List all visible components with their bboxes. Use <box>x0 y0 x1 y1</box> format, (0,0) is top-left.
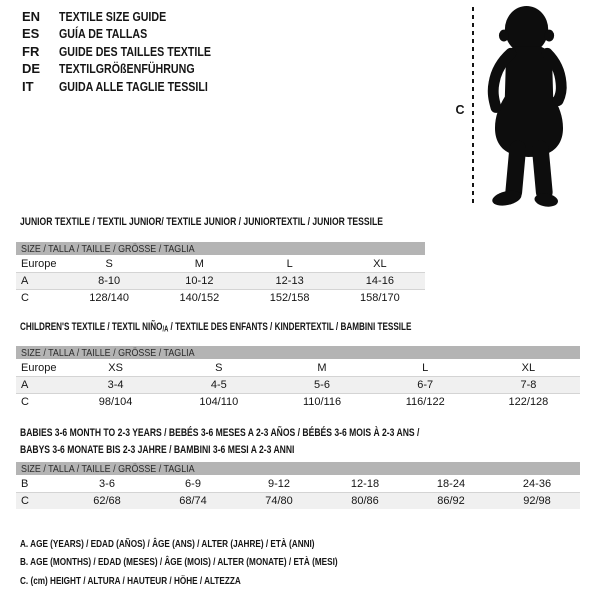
size-cell: M <box>194 257 204 270</box>
height-cell: 128/140 <box>89 292 129 304</box>
legend-line-c: C. (cm) HEIGHT / ALTURA / HAUTEUR / HÖHE / ALTEZZA <box>20 574 241 587</box>
lang-code: FR <box>22 43 40 59</box>
row-label: Europe <box>21 361 57 374</box>
age-cell: 7-8 <box>520 379 537 391</box>
age-cell: 14-16 <box>365 275 394 287</box>
age-cell: 12-13 <box>275 275 304 287</box>
age-cell: 4-5 <box>210 379 227 391</box>
section-title-children: CHILDREN'S TEXTILE / TEXTIL NIÑO/A / TEXTILE DES ENFANTS / KINDERTEXTIL / BAMBINI TESSILE <box>20 321 412 334</box>
lang-row-it <box>22 78 244 95</box>
lang-row-en <box>22 8 244 25</box>
table-row-height <box>16 289 425 306</box>
lang-row-fr <box>22 43 244 60</box>
baby-silhouette-icon <box>481 3 577 210</box>
height-cell: 104/110 <box>199 396 239 408</box>
legend-line-b: B. AGE (MONTHS) / EDAD (MESES) / ÂGE (MOIS) / ALTER (MONATE) / ETÀ (MESI) <box>20 556 338 569</box>
lang-code: ES <box>22 26 40 42</box>
age-cell: 10-12 <box>185 275 214 287</box>
table-row-height <box>16 492 580 509</box>
age-cell: 3-6 <box>99 477 115 490</box>
guide-title-it: GUIDA ALLE TAGLIE TESSILI <box>59 78 208 94</box>
age-cell: 8-10 <box>98 275 121 287</box>
size-cell: L <box>422 361 429 374</box>
height-cell: 158/170 <box>359 292 400 304</box>
age-cell: 24-36 <box>522 477 552 490</box>
guide-title-es: GUÍA DE TALLAS <box>59 26 148 42</box>
height-cell: 86/92 <box>437 495 465 507</box>
age-cell: 3-4 <box>107 379 124 391</box>
age-cell: 9-12 <box>267 477 291 490</box>
height-cell: 98/104 <box>98 396 133 408</box>
section-title-babies: BABIES 3-6 MONTH TO 2-3 YEARS / BEBÉS 3-6 MESES A 2-3 AÑOS / BÉBÉS 3-6 MOIS À 2-3 ANS / BABYS 3-6 MONATE BIS 2-3 JAHRE / BAMBINI 3-6 MESI A 2-3 ANNI <box>20 427 420 456</box>
size-band-header: SIZE / TALLA / TAILLE / GRÖSSE / TAGLIA <box>16 242 425 255</box>
height-cell: 68/74 <box>179 495 207 507</box>
size-band-header: SIZE / TALLA / TAILLE / GRÖSSE / TAGLIA <box>16 346 580 359</box>
row-label: A <box>21 379 29 391</box>
age-cell: 12-18 <box>350 477 380 490</box>
table-row-height <box>16 393 580 410</box>
lang-code: IT <box>22 78 34 94</box>
size-cell: S <box>215 361 223 374</box>
height-cell: 122/128 <box>508 396 549 408</box>
size-cell: XS <box>108 361 123 374</box>
size-cell: XL <box>373 257 387 270</box>
guide-title-fr: GUIDE DES TAILLES TEXTILE <box>59 43 212 59</box>
size-cell: XL <box>521 361 536 374</box>
height-cell: 152/158 <box>269 292 310 304</box>
measure-legend <box>20 535 427 590</box>
row-label: C <box>21 495 29 507</box>
height-measure-dashed-line <box>472 7 474 206</box>
row-label: A <box>21 275 29 287</box>
size-cell: L <box>286 257 293 270</box>
age-cell: 6-9 <box>185 477 201 490</box>
table-row-age-months <box>16 475 580 492</box>
babies-size-table <box>16 462 580 509</box>
height-cell: 80/86 <box>351 495 379 507</box>
legend-line-a: A. AGE (YEARS) / EDAD (AÑOS) / ÂGE (ANS) / ALTER (JAHRE) / ETÀ (ANNI) <box>20 538 315 550</box>
guide-title-de: TEXTILGRÖßENFÜHRUNG <box>59 61 195 77</box>
junior-size-table <box>16 242 425 306</box>
size-cell: S <box>105 257 113 270</box>
height-cell: 74/80 <box>265 495 293 507</box>
height-cell: 140/152 <box>179 292 220 304</box>
lang-row-es <box>22 25 244 42</box>
guide-title-en: TEXTILE SIZE GUIDE <box>59 9 167 24</box>
size-band-header: SIZE / TALLA / TAILLE / GRÖSSE / TAGLIA <box>16 462 580 475</box>
table-row-europe <box>16 359 580 376</box>
size-cell: M <box>317 361 327 374</box>
section-title-junior: JUNIOR TEXTILE / TEXTIL JUNIOR/ TEXTILE JUNIOR / JUNIORTEXTIL / JUNIOR TESSILE <box>20 216 383 228</box>
age-cell: 6-7 <box>417 379 434 391</box>
lang-row-de <box>22 60 244 77</box>
height-measure-label: C <box>455 103 465 117</box>
age-cell: 5-6 <box>314 379 330 391</box>
children-size-table <box>16 346 580 410</box>
lang-code: DE <box>22 61 41 77</box>
row-label: C <box>21 292 29 304</box>
height-cell: 92/98 <box>523 495 551 507</box>
height-cell: 116/122 <box>405 396 445 408</box>
age-cell: 18-24 <box>436 477 466 490</box>
row-label: B <box>21 477 29 490</box>
table-row-europe <box>16 255 425 272</box>
row-label: Europe <box>21 257 57 270</box>
table-row-age <box>16 272 425 289</box>
table-row-age <box>16 376 580 393</box>
height-cell: 62/68 <box>93 495 121 507</box>
height-cell: 110/116 <box>302 396 342 408</box>
language-title-list <box>22 8 244 95</box>
row-label: C <box>21 396 29 408</box>
lang-code: EN <box>22 9 41 24</box>
